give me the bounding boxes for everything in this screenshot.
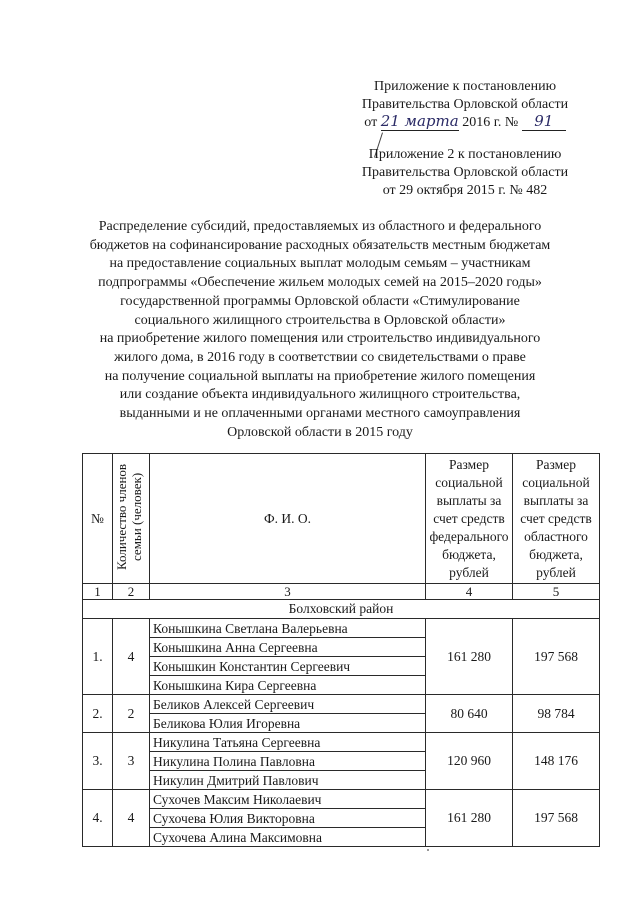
table-body [83,584,600,847]
column-number: 1 [83,584,113,600]
header-regional: Размер социальной выплаты за счет средств областного бюджета, рублей [513,454,600,584]
handwritten-number: 91 [534,112,554,130]
header-members-label: Количество членов семьи (человек) [114,463,144,570]
title-line: на предоставление социальных выплат молодым семьям – участникам [109,256,531,272]
header-members [113,454,150,584]
family-members-count: 4 [113,790,150,847]
column-number: 4 [426,584,513,600]
federal-amount: 161 280 [426,619,513,695]
appendix-1-line2: Правительства Орловской области [361,97,569,112]
table-row [83,695,600,714]
member-name: Никулина Полина Павловна [150,752,426,771]
member-name: Конышкина Кира Сергеевна [150,676,426,695]
column-number-row [83,584,600,600]
federal-amount: 80 640 [426,695,513,733]
appendix-2-line1: Приложение 2 к постановлению [368,147,562,162]
table-row [83,790,600,809]
year-text: 2016 г. № [462,115,519,130]
family-number: 1. [83,619,113,695]
document-title [70,218,570,442]
member-name: Конышкин Константин Сергеевич [150,657,426,676]
date-prefix: от [364,115,378,130]
appendix-1-date-line [330,114,600,132]
title-line: Распределение субсидий, предоставляемых из областного и федерального [98,219,542,234]
title-line: государственной программы Орловской области «Стимулирование [120,293,520,309]
header-no: № [83,454,113,584]
title-line: выданными и не оплаченными органами местного самоуправления [119,406,521,422]
column-number: 5 [513,584,600,600]
date-underline [381,114,459,131]
district-name: Болховский район [83,600,600,619]
regional-amount: 148 176 [513,733,600,790]
federal-amount: 161 280 [426,790,513,847]
title-line: на получение социальной выплаты на приобретение жилого помещения [104,368,536,384]
appendix-1-line1: Приложение к постановлению [373,79,557,94]
regional-amount: 197 568 [513,619,600,695]
title-line: бюджетов на софинансирование расходных обязательств местным бюджетам [89,237,551,253]
column-number: 2 [113,584,150,600]
family-number: 4. [83,790,113,847]
regional-amount: 98 784 [513,695,600,733]
appendix-2-line3: от 29 октября 2015 г. № 482 [382,183,548,198]
title-line: на приобретение жилого помещения или строительство индивидуального [99,331,541,347]
title-line: или создание объекта индивидуального жилищного строительства, [119,387,521,403]
member-name: Беликова Юлия Игоревна [150,714,426,733]
member-name: Сухочева Юлия Викторовна [150,809,426,828]
title-line: социального жилищного строительства в Орловской области» [134,312,506,328]
member-name: Сухочев Максим Николаевич [150,790,426,809]
header-fio: Ф. И. О. [150,454,426,584]
table-row [83,733,600,752]
federal-amount: 120 960 [426,733,513,790]
family-members-count: 2 [113,695,150,733]
member-name: Сухочева Алина Максимовна [150,828,426,847]
member-name: Никулин Дмитрий Павлович [150,771,426,790]
appendix-2-header [330,146,600,200]
district-row [83,600,600,619]
member-name: Никулина Татьяна Сергеевна [150,733,426,752]
family-members-count: 3 [113,733,150,790]
number-underline [522,114,566,131]
subsidy-table [82,453,600,847]
table-header-row [83,454,600,584]
header-federal: Размер социальной выплаты за счет средств федерального бюджета, рублей [426,454,513,584]
scan-speck [427,849,429,851]
family-number: 2. [83,695,113,733]
family-number: 3. [83,733,113,790]
member-name: Конышкина Светлана Валерьевна [150,619,426,638]
member-name: Беликов Алексей Сергеевич [150,695,426,714]
regional-amount: 197 568 [513,790,600,847]
member-name: Конышкина Анна Сергеевна [150,638,426,657]
table-row [83,619,600,638]
appendix-1-header [330,78,600,132]
column-number: 3 [150,584,426,600]
family-members-count: 4 [113,619,150,695]
title-line: подпрограммы «Обеспечение жильем молодых семей на 2015–2020 годы» [98,275,542,291]
handwritten-date: 21 марта [380,112,459,130]
title-line: Орловской области в 2015 году [227,424,413,440]
appendix-2-line2: Правительства Орловской области [361,165,569,180]
title-line: жилого дома, в 2016 году в соответствии со свидетельствами о праве [114,349,526,365]
